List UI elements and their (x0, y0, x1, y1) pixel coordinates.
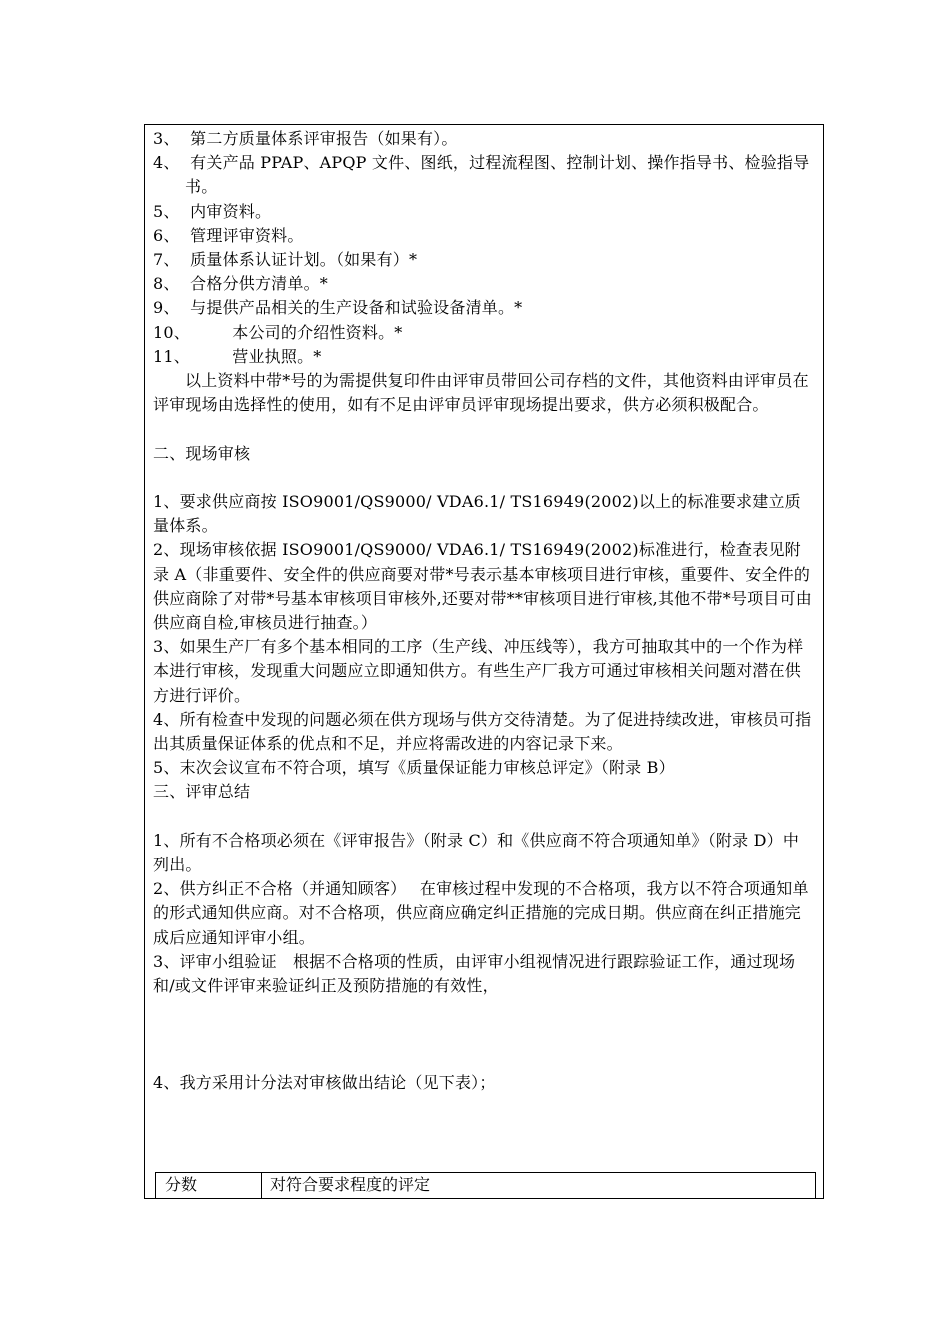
item-text: 有关产品 PPAP、APQP 文件、图纸，过程流程图、控制计划、操作指导书、检验指导书。 (185, 153, 810, 197)
evaluation-column-header: 对符合要求程度的评定 (270, 1175, 431, 1194)
document-body (153, 127, 815, 1095)
item-number: 4、 (153, 153, 180, 173)
item-text: 内审资料。 (190, 201, 272, 221)
paragraph: 3、如果生产厂有多个基本相同的工序（生产线、冲压线等），我方可抽取其中的一个作为样本进行审核，发现重大问题应立即通知供方。有些生产厂我方可通过审核相关问题对潜在供方进行评价。 (153, 637, 804, 705)
list-item (153, 345, 815, 369)
paragraph: 2、现场审核依据 ISO9001/QS9000/ VDA6.1/ TS16949(2002)标准进行，检查表见附录 A（非重要件、安全件的供应商要对带*号表示基本审核项目进行审核，重要件、安全件的供应商除了对带*号基本审核项目审核外,还要对带**审核项目进行审核,其他不带*号项目可由供应商自检,审核员进行抽查。） (153, 540, 812, 633)
list-item (153, 321, 815, 345)
document-frame (144, 124, 824, 1199)
section-heading: 三、评审总结 (153, 782, 251, 802)
item-text: 第二方质量体系评审报告（如果有）。 (190, 129, 458, 148)
item-text: 合格分供方清单。* (190, 274, 328, 294)
list-item (153, 224, 815, 248)
materials-note: 以上资料中带*号的为需提供复印件由评审员带回公司存档的文件，其他资料由评审员在评审现场由选择性的使用，如有不足由评审员评审现场提出要求，供方必须积极配合。 (153, 371, 809, 415)
paragraph: 1、要求供应商按 ISO9001/QS9000/ VDA6.1/ TS16949(2002)以上的标准要求建立质量体系。 (153, 492, 801, 536)
list-item (153, 127, 815, 151)
paragraph: 4、我方采用计分法对审核做出结论（见下表）； (153, 1072, 496, 1092)
list-item (153, 272, 815, 296)
item-number: 11、 (153, 346, 190, 366)
score-table (155, 1172, 816, 1198)
item-number: 8、 (153, 274, 180, 294)
item-number: 3、 (153, 129, 180, 148)
score-column-header: 分数 (156, 1173, 262, 1198)
list-item (153, 151, 815, 199)
paragraph: 5、末次会议宣布不符合项，填写《质量保证能力审核总评定》（附录 B） (153, 758, 675, 778)
item-text: 与提供产品相关的生产设备和试验设备清单。* (190, 298, 523, 318)
item-number: 6、 (153, 225, 180, 245)
item-number: 7、 (153, 250, 180, 270)
list-item (153, 200, 815, 224)
paragraph: 4、所有检查中发现的问题必须在供方现场与供方交待清楚。为了促进持续改进，审核员可指出其质量保证体系的优点和不足，并应将需改进的内容记录下来。 (153, 709, 812, 754)
item-number: 9、 (153, 298, 180, 318)
item-text: 营业执照。* (232, 346, 322, 366)
paragraph: 3、评审小组验证 根据不合格项的性质，由评审小组视情况进行跟踪验证工作，通过现场和/或文件评审来验证纠正及预防措施的有效性， (153, 951, 796, 996)
item-text: 管理评审资料。 (190, 225, 304, 245)
section-heading: 二、现场审核 (153, 443, 251, 463)
item-number: 10、 (153, 322, 190, 342)
item-number: 5、 (153, 201, 180, 221)
list-item (153, 296, 815, 320)
list-item (153, 248, 815, 272)
paragraph: 2、供方纠正不合格（并通知顾客） 在审核过程中发现的不合格项，我方以不符合项通知单的形式通知供应商。对不合格项，供应商应确定纠正措施的完成日期。供应商在纠正措施完成后应通知评审小组。 (153, 879, 809, 947)
item-text: 质量体系认证计划。（如果有）* (190, 250, 418, 270)
item-text: 本公司的介绍性资料。* (232, 322, 403, 342)
paragraph: 1、所有不合格项必须在《评审报告》（附录 C）和《供应商不符合项通知单》（附录 D）中列出。 (153, 830, 800, 875)
